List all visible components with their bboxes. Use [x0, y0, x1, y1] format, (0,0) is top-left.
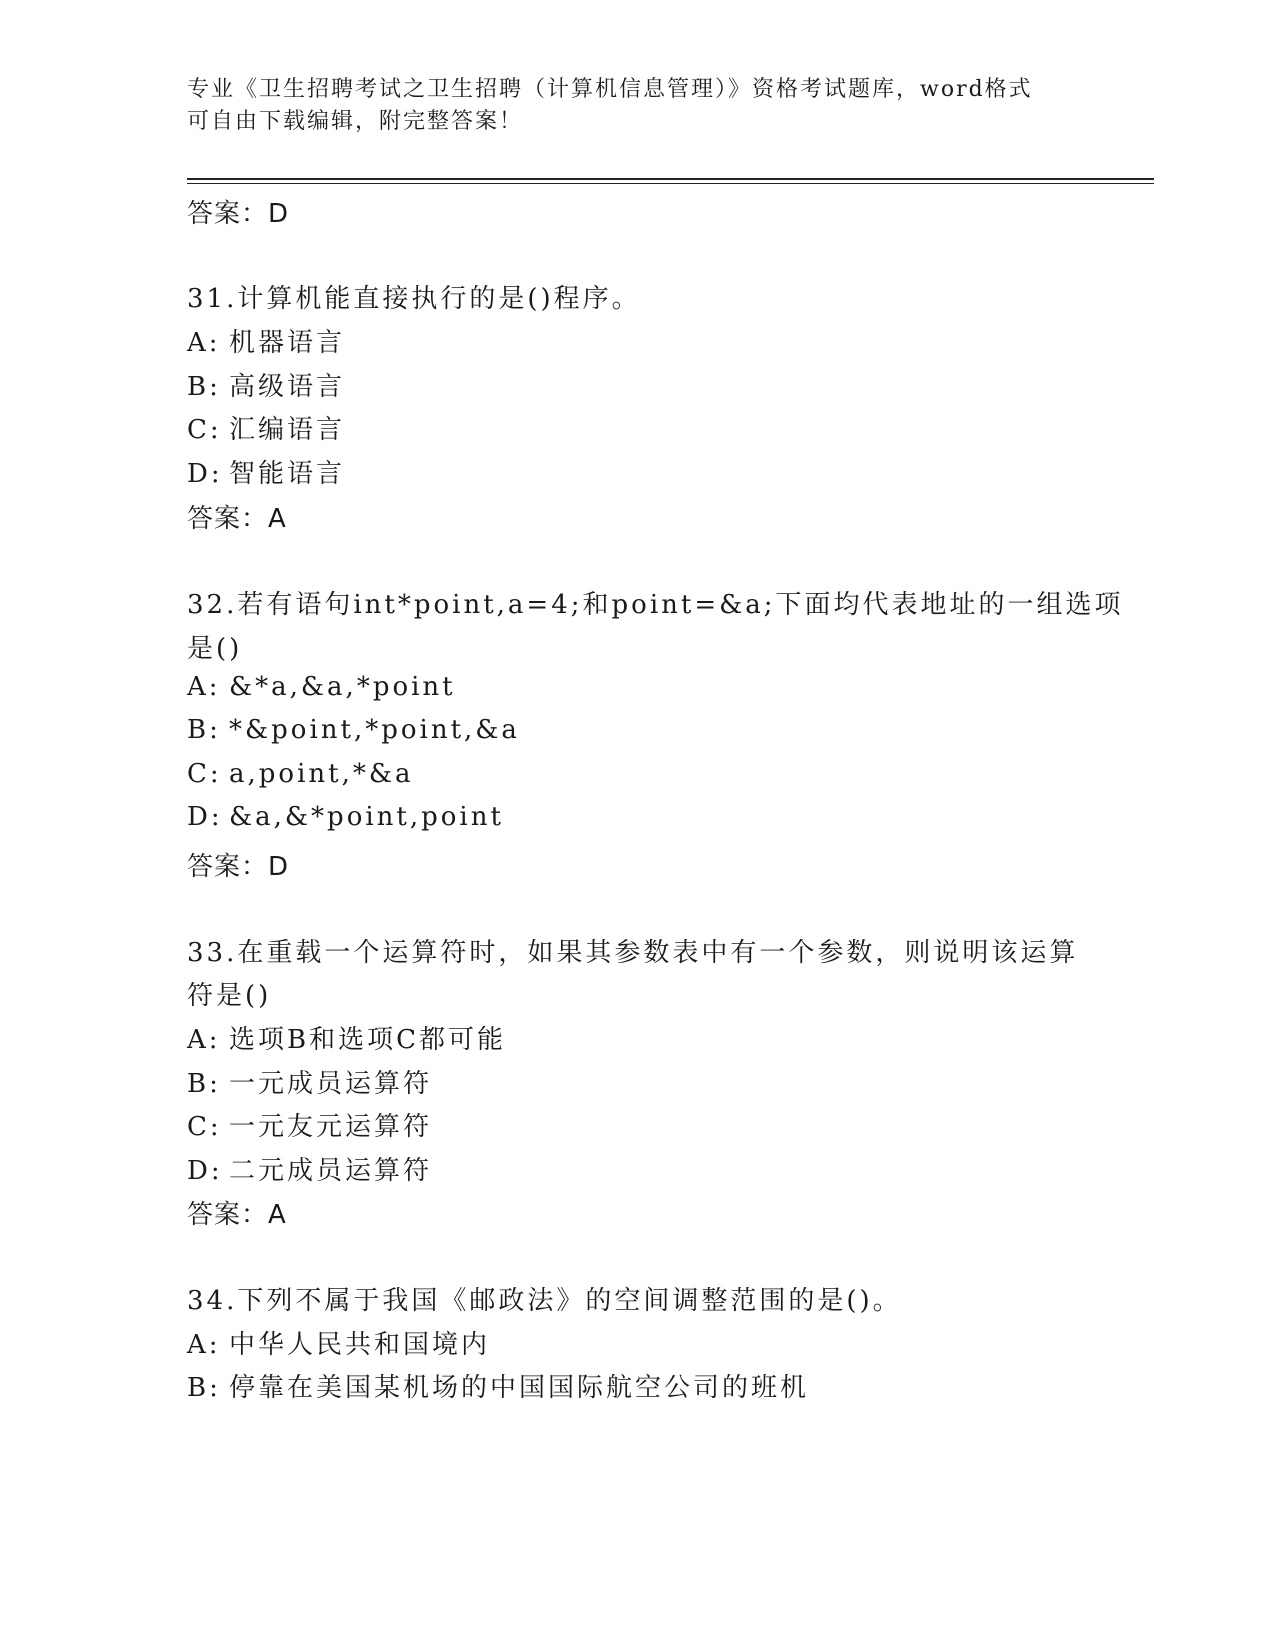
option-text: *&point,*point,&a — [229, 715, 520, 745]
question-33-stem-line-2: 符是() — [187, 981, 272, 1011]
option-text: 智能语言 — [229, 459, 346, 489]
option-text: 高级语言 — [229, 372, 346, 402]
option-letter: B: — [187, 372, 221, 402]
option-text: 选项B和选项C都可能 — [229, 1025, 507, 1055]
question-33-answer: 答案：A — [187, 1200, 287, 1230]
option-letter: D: — [187, 1156, 223, 1186]
question-31-option-c — [187, 409, 1087, 446]
option-text: 汇编语言 — [229, 415, 346, 445]
option-text: &*a,&a,*point — [229, 672, 456, 702]
option-letter: C: — [187, 1112, 222, 1142]
question-31-option-b — [187, 366, 1087, 403]
question-32-answer: 答案：D — [187, 852, 290, 882]
question-33-stem-line-1: 33.在重载一个运算符时，如果其参数表中有一个参数，则说明该运算 — [187, 938, 1079, 968]
option-letter: A: — [187, 328, 221, 358]
question-31-answer: 答案：A — [187, 504, 287, 534]
question-34-option-a — [187, 1324, 1087, 1361]
option-letter: A: — [187, 1330, 221, 1360]
option-letter: D: — [187, 802, 223, 832]
question-31-option-d — [187, 453, 1087, 490]
question-32-option-c — [187, 759, 1087, 789]
document-header — [187, 74, 1067, 138]
question-34-option-b — [187, 1367, 1087, 1404]
question-32-stem-line-2: 是() — [187, 634, 243, 664]
question-33-option-c — [187, 1106, 1087, 1143]
header-divider-thin — [187, 183, 1154, 184]
option-letter: D: — [187, 459, 223, 489]
option-letter: C: — [187, 759, 222, 789]
option-letter: B: — [187, 715, 221, 745]
option-letter: B: — [187, 1069, 221, 1099]
option-text: a,point,*&a — [229, 759, 414, 789]
option-letter: C: — [187, 415, 222, 445]
question-31-stem: 31.计算机能直接执行的是()程序。 — [187, 284, 641, 314]
question-32-stem-line-1: 32.若有语句int*point,a=4;和point=&a;下面均代表地址的一组选项 — [187, 590, 1124, 620]
question-33-option-d — [187, 1150, 1087, 1187]
header-divider-thick — [187, 178, 1154, 180]
option-letter: A: — [187, 1025, 221, 1055]
question-33-option-a — [187, 1019, 1087, 1056]
option-text: 停靠在美国某机场的中国国际航空公司的班机 — [229, 1373, 810, 1403]
question-32-option-d — [187, 802, 1087, 832]
option-text: 中华人民共和国境内 — [229, 1330, 491, 1360]
question-32-option-a — [187, 672, 1087, 702]
option-text: 一元友元运算符 — [229, 1112, 433, 1142]
option-text: 机器语言 — [229, 328, 346, 358]
option-text: 二元成员运算符 — [229, 1156, 433, 1186]
header-line-2: 可自由下载编辑，附完整答案！ — [187, 109, 524, 134]
question-34-stem: 34.下列不属于我国《邮政法》的空间调整范围的是()。 — [187, 1286, 902, 1316]
header-line-1: 专业《卫生招聘考试之卫生招聘（计算机信息管理）》资格考试题库，word格式 — [187, 77, 1033, 102]
option-text: 一元成员运算符 — [229, 1069, 433, 1099]
previous-answer: 答案：D — [187, 199, 290, 229]
option-text: &a,&*point,point — [229, 802, 504, 832]
option-letter: A: — [187, 672, 221, 702]
option-letter: B: — [187, 1373, 221, 1403]
question-31-option-a — [187, 322, 1087, 359]
question-32-option-b — [187, 715, 1087, 745]
question-33-option-b — [187, 1063, 1087, 1100]
